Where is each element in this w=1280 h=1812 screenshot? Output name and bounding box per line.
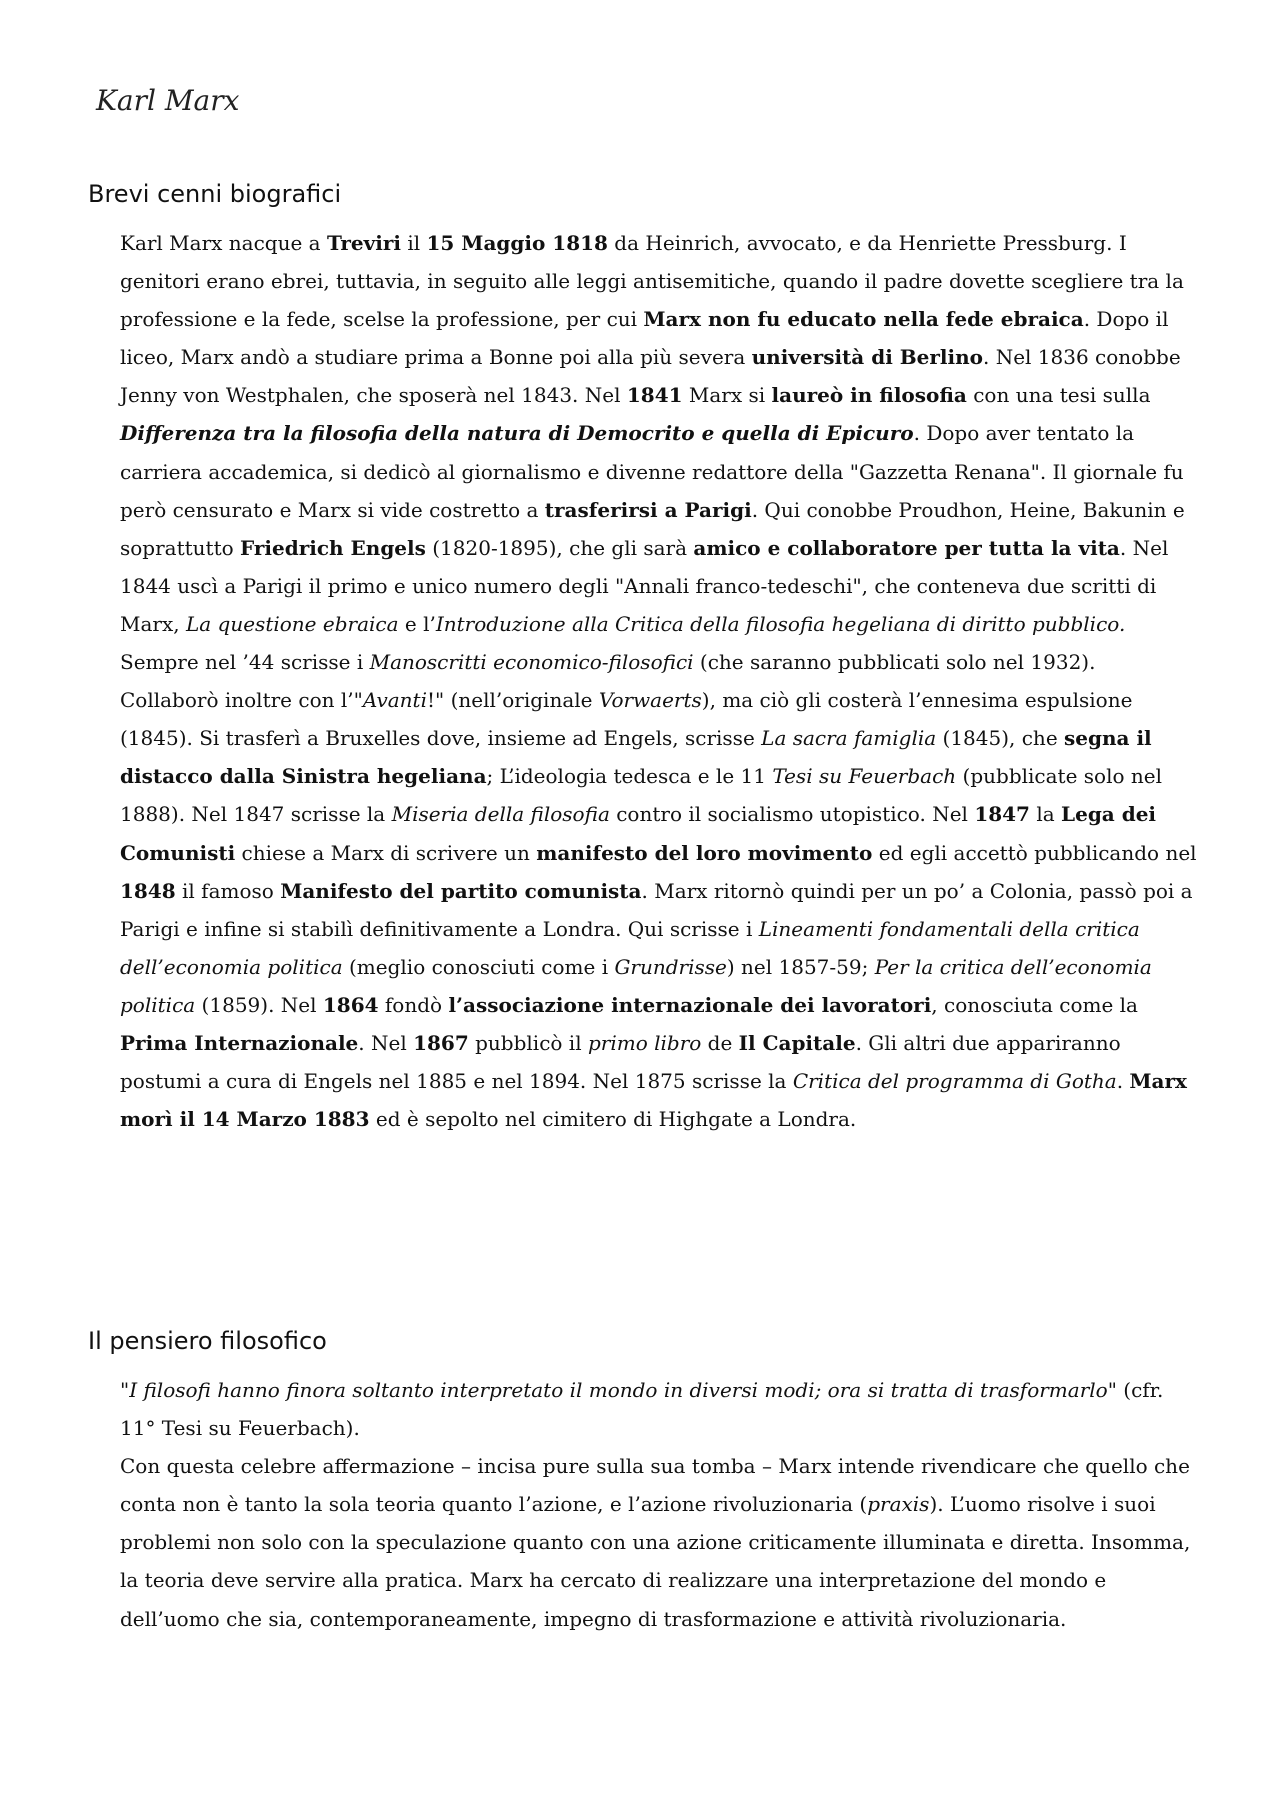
bio-text: da Heinrich, avvocato, e da Henriette Pressburg. I genitori erano ebrei, tuttavia, in seguito alle leggi antisemitiche, quando il padre dovette scegliere tra la professione e la fede, scelse la professione, per cui [120,231,1184,332]
bio-text: . Gli altri due appariranno postumi a cura di Engels nel 1885 e nel 1894. Nel 1875 scrisse la [120,1030,1121,1094]
bio-italic-text: Miseria della filosofia [391,802,610,827]
bio-text: . Dopo aver tentato la carriera accademica, si dedicò al giornalismo e divenne redattore della "Gazzetta Renana". Il giornale fu però censurato e Marx si vide costretto a [120,421,1184,522]
bio-bold-text: Friedrich Engels [240,535,426,560]
bio-italic-text: Grundrisse [614,954,727,979]
bio-bold-text: 1848 [120,878,176,903]
bio-bold-text: 15 Maggio 1818 [426,231,608,255]
bio-text: ; L’ideologia tedesca e le 11 [486,764,773,789]
bio-bold-italic-text: Differenza tra la filosofia della natura di Democrito e quella di Epicuro [120,421,914,446]
bio-italic-text: La sacra famiglia [761,726,937,751]
bio-bold-text: Lega dei Comunisti [120,802,1157,865]
bio-bold-text: Il Capitale [738,1030,856,1055]
bio-text: il famoso [175,878,281,903]
bio-bold-text: laureò in filosofia [771,383,967,408]
bio-bold-text: manifesto del loro movimento [536,840,873,865]
bio-italic-text: Critica del programma di Gotha [792,1069,1117,1094]
section-heading-thought: Il pensiero filosofico [88,1327,327,1355]
bio-bold-text: Prima Internazionale [120,1030,359,1055]
bio-text: ) nel 1857-59; [726,954,875,979]
bio-text: (1845), che [936,726,1065,751]
bio-italic-text: Vorwaerts [598,688,702,713]
bio-text: ed è sepolto nel cimitero di Highgate a Londra. [369,1107,857,1132]
bio-italic-text: Avanti [362,688,427,713]
bio-text: fondò [378,992,449,1017]
bio-italic-text: Manoscritti economico-filosofici [369,650,694,675]
bio-bold-text: università di Berlino [751,345,983,370]
bio-bold-text: Marx morì il 14 Marzo 1883 [120,1069,1187,1132]
bio-text: contro il socialismo utopistico. Nel [609,802,975,827]
bio-bold-text: trasferirsi a Parigi [544,497,752,522]
bio-text: . [1116,1069,1130,1094]
bio-italic-text: Introduzione alla Critica della filosofia hegeliana di diritto pubblico. [435,611,1126,636]
bio-text: (meglio conosciuti come i [342,954,615,979]
thought-text: Con questa celebre affermazione – incisa pure sulla sua tomba – Marx intende rivendicare che quello che conta non è tanto la sola teoria quanto l’azione, e l’azione rivoluzionaria ( [120,1454,1190,1517]
bio-text: !" (nell’originale [426,688,599,713]
bio-bold-text: 1867 [413,1030,469,1055]
quote-paragraph [120,1371,1200,1447]
bio-text: (che saranno pubblicati solo nel 1932). Collaborò inoltre con l’" [120,650,1096,713]
bio-text: con una tesi sulla [966,383,1151,408]
bio-text: . Dopo il liceo, Marx andò a studiare prima a Bonne poi alla più severa [120,307,1169,370]
bio-text: . Marx ritornò quindi per un po’ a Colonia, passò poi a Parigi e infine si stabilì definitivamente a Londra. Qui scrisse i [120,878,1193,941]
bio-text: (pubblicate solo nel 1888). Nel 1847 scrisse la [120,764,1162,827]
bio-text: Karl Marx nacque a [120,231,327,255]
bio-text: chiese a Marx di scrivere un [235,840,537,865]
section-heading-biography: Brevi cenni biografici [88,180,342,208]
quote-text: I filosofi hanno finora soltanto interpretato il mondo in diversi modi; ora si tratta di trasformarlo [129,1378,1108,1402]
bio-text: (1859). Nel [195,992,323,1017]
bio-italic-text: Lineamenti fondamentali della critica dell’economia politica [120,916,1140,979]
document-title: Karl Marx [96,84,240,117]
bio-text: (1820-1895), che gli sarà [425,535,694,560]
bio-text: , conosciuta come la [931,992,1138,1017]
bio-italic-text: Tesi su Feuerbach [772,764,957,789]
bio-text: il [401,231,427,255]
bio-bold-text: Manifesto del partito comunista [280,878,642,903]
bio-bold-text: Treviri [326,231,401,255]
bio-text: . Nel 1844 uscì a Parigi il primo e unico numero degli "Annali franco-tedeschi", che conteneva due scritti di Marx, [120,535,1169,636]
bio-text: ed egli accettò pubblicando nel [872,840,1197,865]
bio-italic-text: La questione ebraica [185,611,399,636]
bio-text: pubblicò il [468,1030,588,1055]
bio-bold-text: l’associazione internazionale dei lavoratori [448,992,932,1017]
bio-italic-text: primo libro [587,1030,702,1055]
bio-text: Sempre nel ’44 scrisse i [120,650,370,675]
bio-text: de [701,1030,739,1055]
bio-bold-text: 1847 [974,802,1030,827]
quote-mark: " [120,1378,130,1402]
quote-citation: " (cfr. 11° Tesi su Feuerbach). [120,1378,1164,1441]
bio-text: la [1029,802,1062,827]
thought-italic-text: praxis [867,1492,930,1517]
bio-italic-text: Per la critica dell’economia politica [120,954,1152,1017]
biography-paragraph [120,224,1200,1138]
bio-bold-text: segna il distacco dalla Sinistra hegeliana [120,726,1152,789]
thought-text: ). L’uomo risolve i suoi problemi non solo con la speculazione quanto con una azione criticamente illuminata e diretta. Insomma, la teoria deve servire alla pratica. Marx ha cercato di realizzare una interpretazione del mondo e dell’uomo che sia, contemporaneamente, impegno di trasformazione e attività rivoluzionaria. [120,1492,1191,1631]
bio-text: Marx si [682,383,772,408]
bio-text: . Nel [358,1030,414,1055]
bio-bold-text: 1841 [626,383,683,408]
bio-text: . Nel 1836 conobbe Jenny von Westphalen, che sposerà nel 1843. Nel [120,345,1181,408]
bio-bold-text: 1864 [322,992,379,1017]
bio-bold-text: amico e collaboratore per tutta la vita [693,535,1120,560]
thought-paragraph [120,1447,1200,1637]
bio-bold-text: Marx non fu educato nella fede ebraica [643,307,1084,332]
bio-text: e l’ [398,611,436,636]
thought-section-body [120,1371,1200,1638]
bio-text: . Qui conobbe Proudhon, Heine, Bakunin e soprattutto [120,497,1185,560]
bio-text: ), ma ciò gli costerà l’ennesima espulsione (1845). Si trasferì a Bruxelles dove, insieme ad Engels, scrisse [120,688,1133,751]
